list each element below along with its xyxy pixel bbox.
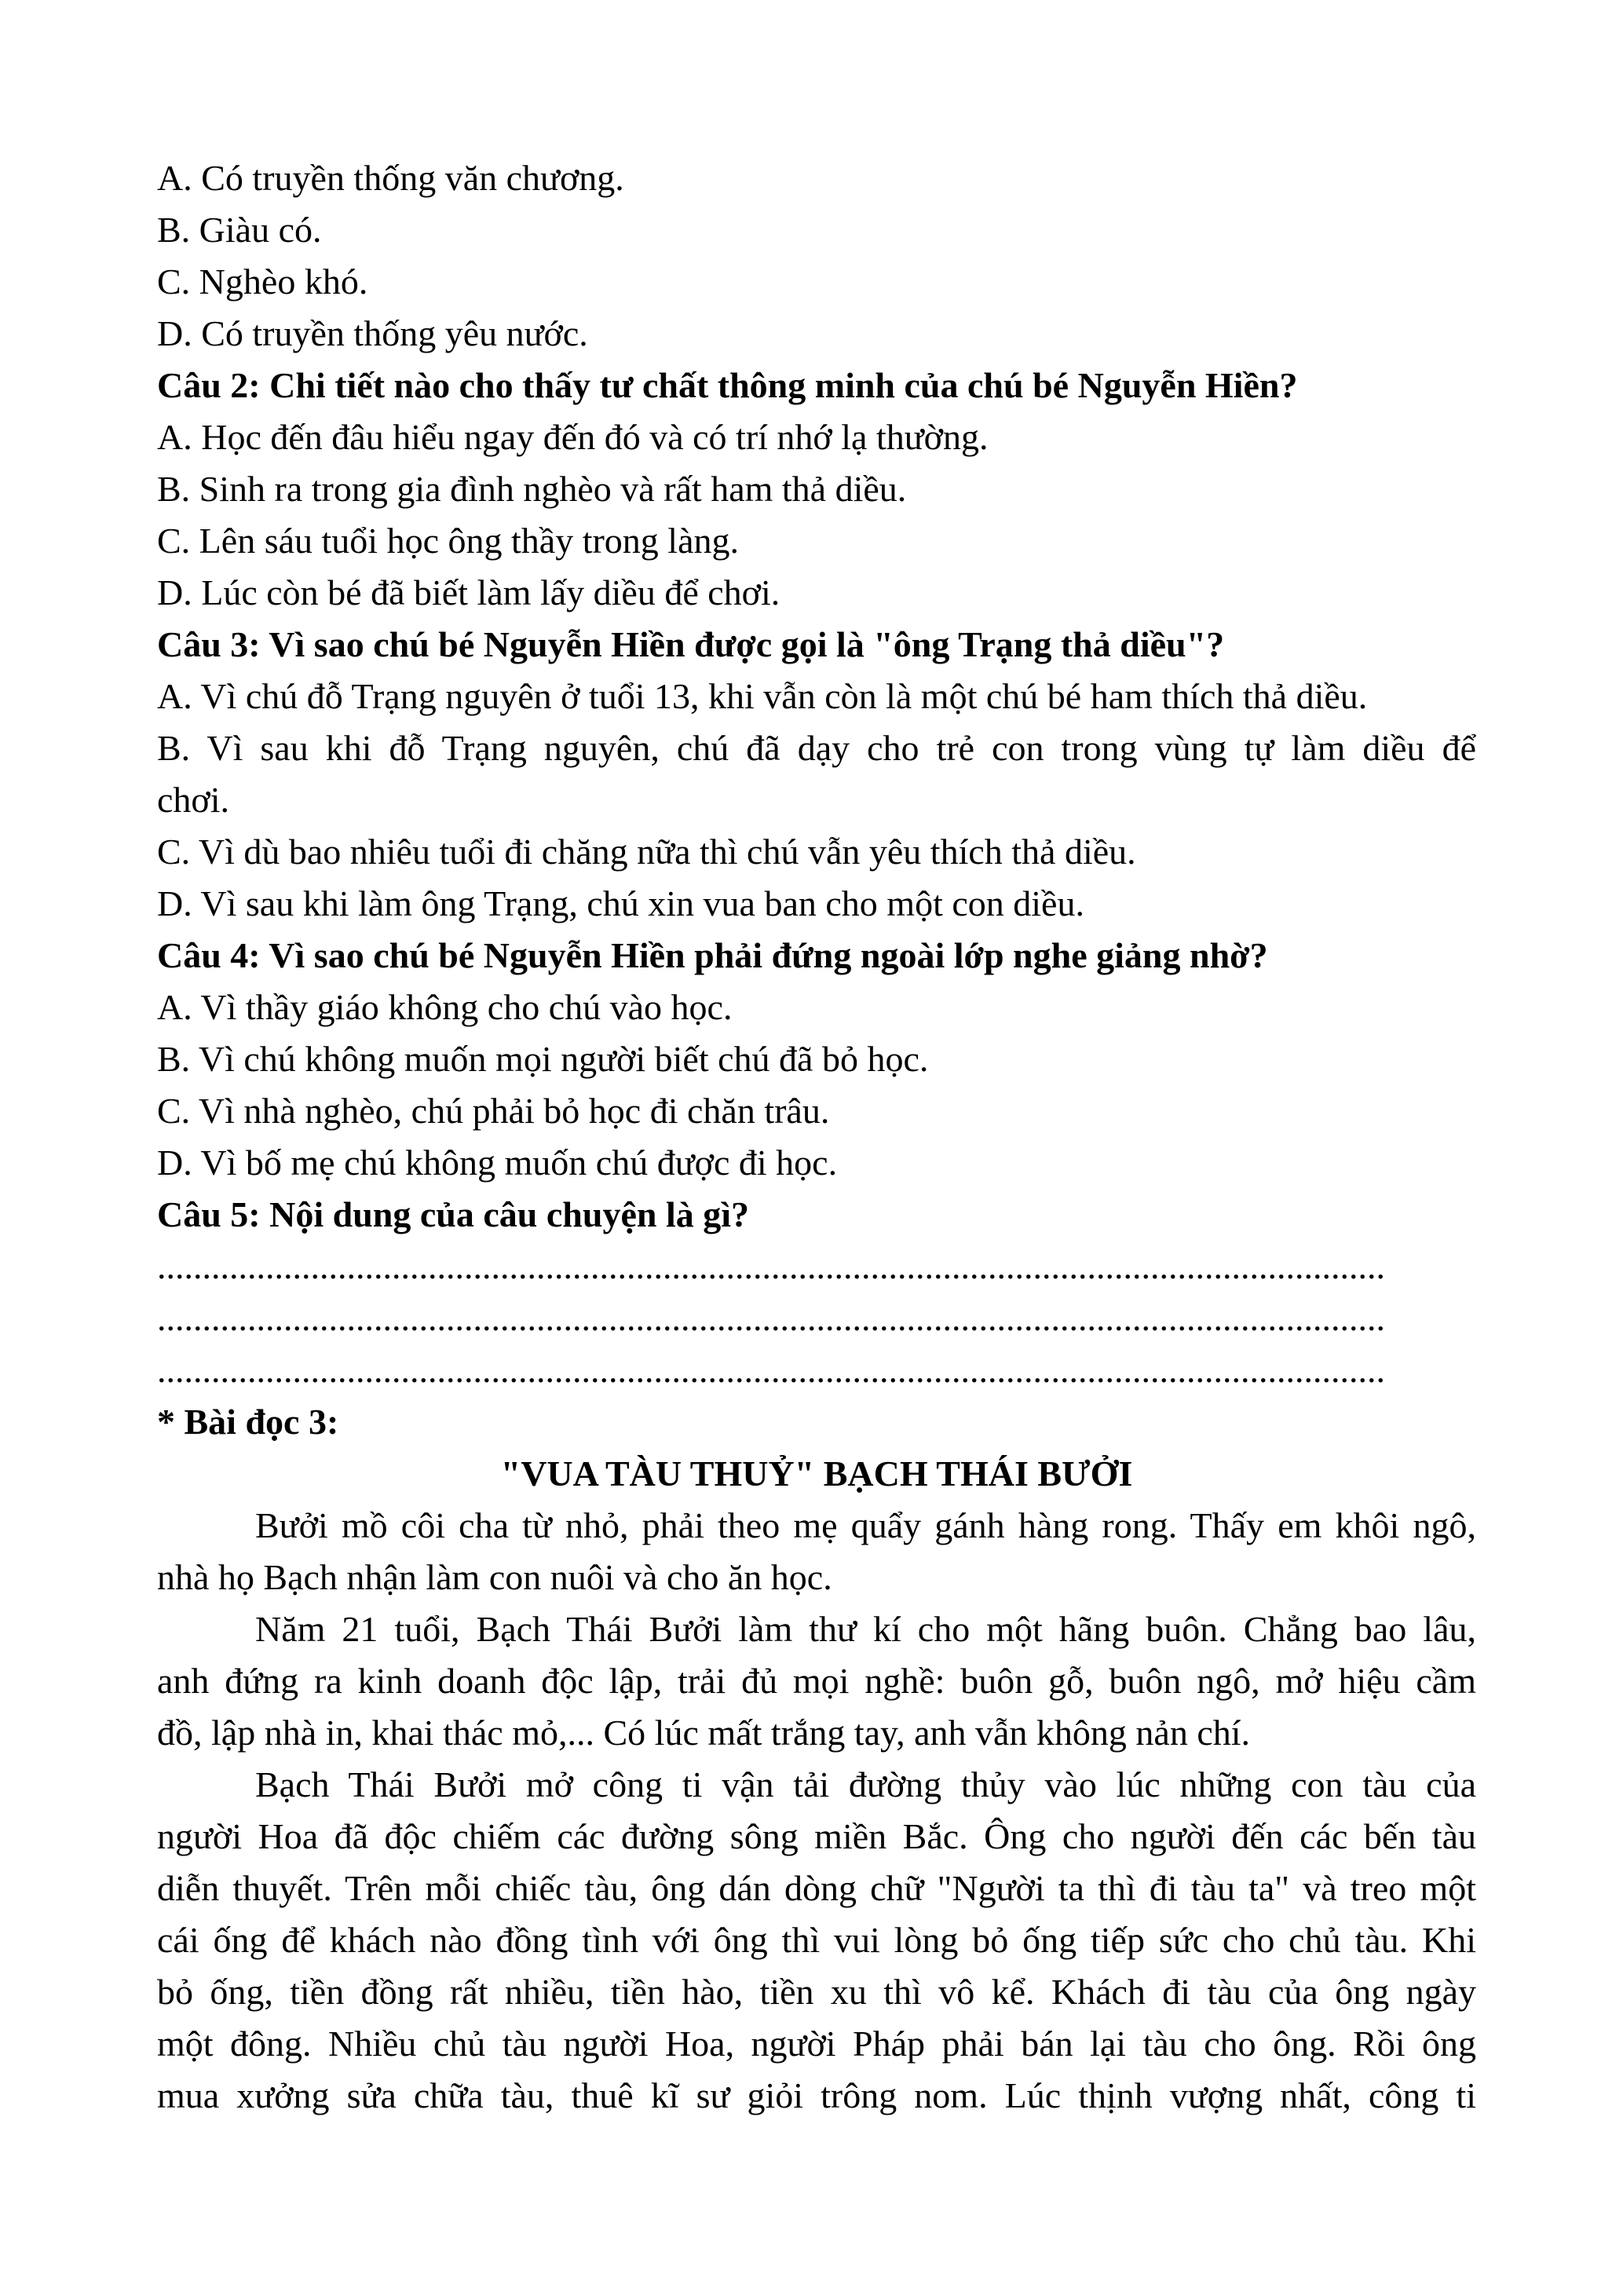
answer-line-3: ........................................................................................................................................ [157,1350,1385,1390]
p2-line-2: anh đứng ra kinh doanh độc lập, trải đủ mọi nghề: buôn gỗ, buôn ngô, mở hiệu cầm [157,1661,1476,1701]
question-3 [157,619,1476,930]
p3-line-5: bỏ ống, tiền đồng rất nhiều, tiền hào, tiền xu thì vô kể. Khách đi tàu của ông ngày [157,1972,1476,2012]
q4-option-d: D. Vì bố mẹ chú không muốn chú được đi học. [157,1143,838,1183]
p3-line-2: người Hoa đã độc chiếm các đường sông miền Bắc. Ông cho người đến các bến tàu [157,1816,1476,1856]
q1-option-a: A. Có truyền thống văn chương. [157,158,624,198]
q1-option-b: B. Giàu có. [157,210,322,250]
q4-option-b: B. Vì chú không muốn mọi người biết chú đã bỏ học. [157,1039,929,1079]
q3-option-a: A. Vì chú đỗ Trạng nguyên ở tuổi 13, khi vẫn còn là một chú bé ham thích thả diều. [157,676,1368,716]
q3-question: Câu 3: Vì sao chú bé Nguyễn Hiền được gọi là "ông Trạng thả diều"? [157,624,1225,664]
p3-line-1: Bạch Thái Bưởi mở công ti vận tải đường thủy vào lúc những con tàu của [255,1764,1476,1804]
q2-option-c: C. Lên sáu tuổi học ông thầy trong làng. [157,521,739,561]
q5-question: Câu 5: Nội dung của câu chuyện là gì? [157,1194,750,1234]
p1-line-1: Bưởi mồ côi cha từ nhỏ, phải theo mẹ quẩy gánh hàng rong. Thấy em khôi ngô, [255,1505,1476,1545]
answer-line-1: ........................................................................................................................................ [157,1246,1385,1286]
q4-option-a: A. Vì thầy giáo không cho chú vào học. [157,987,733,1027]
answer-line-2: ........................................................................................................................................ [157,1298,1385,1338]
paragraph-1 [157,1500,1476,1603]
q4-option-c: C. Vì nhà nghèo, chú phải bỏ học đi chăn trâu. [157,1091,830,1131]
p2-line-3: đồ, lập nhà in, khai thác mỏ,... Có lúc mất trắng tay, anh vẫn không nản chí. [157,1713,1251,1753]
reading-3 [157,1396,1476,2122]
question-1-options [157,152,1476,360]
p3-line-4: cái ống để khách nào đồng tình với ông thì vui lòng bỏ ống tiếp sức cho chủ tàu. Khi [157,1920,1476,1960]
q1-option-d: D. Có truyền thống yêu nước. [157,313,588,353]
q1-option-c: C. Nghèo khó. [157,261,368,302]
question-2 [157,360,1476,619]
p1-line-2: nhà họ Bạch nhận làm con nuôi và cho ăn học. [157,1557,832,1597]
p3-line-7: mua xưởng sửa chữa tàu, thuê kĩ sư giỏi trông nom. Lúc thịnh vượng nhất, công ti [157,2075,1476,2115]
reading-title: "VUA TÀU THUỶ" BẠCH THÁI BƯỞI [500,1453,1133,1493]
p3-line-3: diễn thuyết. Trên mỗi chiếc tàu, ông dán dòng chữ "Người ta thì đi tàu ta" và treo một [157,1868,1476,1908]
q2-question: Câu 2: Chi tiết nào cho thấy tư chất thông minh của chú bé Nguyễn Hiền? [157,365,1298,405]
q4-question: Câu 4: Vì sao chú bé Nguyễn Hiền phải đứng ngoài lớp nghe giảng nhờ? [157,935,1268,975]
document-page [157,152,1476,2122]
q3-option-d: D. Vì sau khi làm ông Trạng, chú xin vua ban cho một con diều. [157,883,1084,923]
question-4 [157,930,1476,1189]
paragraph-2 [157,1603,1476,1759]
paragraph-3 [157,1759,1476,2122]
q2-option-a: A. Học đến đâu hiểu ngay đến đó và có trí nhớ lạ thường. [157,417,989,457]
q3-option-c: C. Vì dù bao nhiêu tuổi đi chăng nữa thì chú vẫn yêu thích thả diều. [157,832,1136,872]
question-5 [157,1189,1476,1396]
p3-line-6: một đông. Nhiều chủ tàu người Hoa, người Pháp phải bán lại tàu cho ông. Rồi ông [157,2024,1476,2064]
reading-label: * Bài đọc 3: [157,1402,339,1442]
q3-option-b-line-1: B. Vì sau khi đỗ Trạng nguyên, chú đã dạy cho trẻ con trong vùng tự làm diều để [157,728,1476,768]
q2-option-b: B. Sinh ra trong gia đình nghèo và rất ham thả diều. [157,469,907,509]
q3-option-b-line-2: chơi. [157,780,230,820]
q2-option-d: D. Lúc còn bé đã biết làm lấy diều để chơi. [157,572,780,612]
p2-line-1: Năm 21 tuổi, Bạch Thái Bưởi làm thư kí cho một hãng buôn. Chẳng bao lâu, [255,1609,1476,1649]
